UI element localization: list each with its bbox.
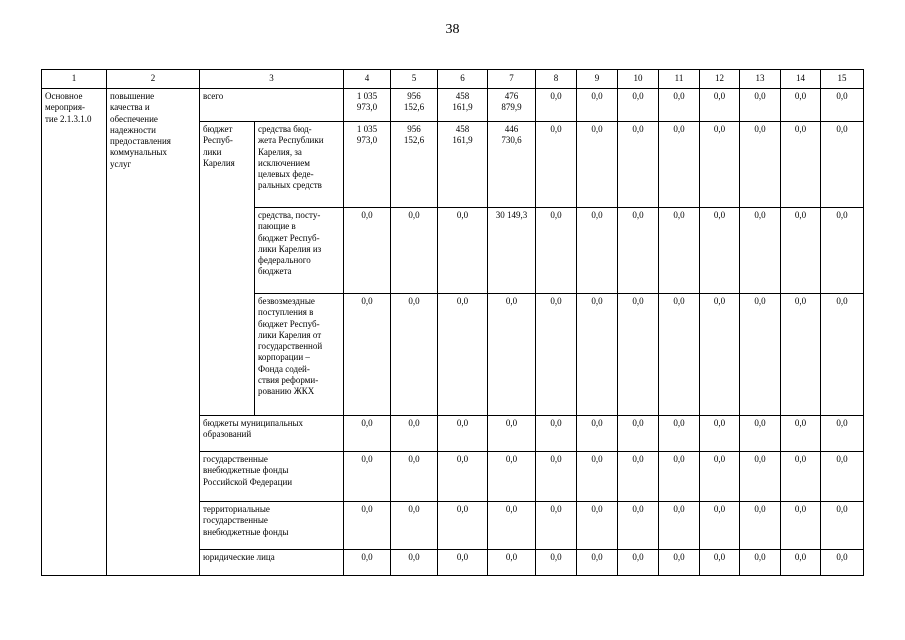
value-cell xyxy=(438,416,488,452)
value-cell-line: 0,0 xyxy=(794,552,807,562)
source-cell-line: целевых феде- xyxy=(258,169,314,179)
value-cell xyxy=(577,550,618,576)
value-cell-line: 446 xyxy=(504,124,519,134)
value-cell-line: 1 035 xyxy=(356,91,378,101)
value-cell xyxy=(618,550,659,576)
value-cell xyxy=(659,294,700,416)
source-cell xyxy=(200,550,344,576)
value-cell-line: 0,0 xyxy=(408,552,420,562)
value-cell xyxy=(781,294,821,416)
value-cell-line: 879,9 xyxy=(501,102,522,113)
source-cell-line: федерального xyxy=(258,255,311,265)
value-cell-line: 0,0 xyxy=(794,504,807,514)
value-cell-line: 0,0 xyxy=(673,210,685,220)
value-cell-line: 0,0 xyxy=(632,454,644,464)
value-cell-line: 0,0 xyxy=(361,296,373,306)
value-cell-line: 0,0 xyxy=(836,124,848,134)
value-cell xyxy=(740,550,781,576)
value-cell xyxy=(821,550,864,576)
value-cell-line: 0,0 xyxy=(794,210,807,220)
value-cell-line: 0,0 xyxy=(794,124,807,134)
header-cell: 12 xyxy=(700,70,740,89)
value-cell xyxy=(536,452,577,502)
value-cell xyxy=(659,416,700,452)
value-cell xyxy=(344,89,391,122)
value-cell xyxy=(659,452,700,502)
value-cell xyxy=(536,294,577,416)
value-cell xyxy=(438,502,488,550)
value-cell-line: 956 xyxy=(407,124,421,134)
value-cell-line: 0,0 xyxy=(550,210,562,220)
value-cell xyxy=(438,122,488,208)
value-cell xyxy=(577,502,618,550)
value-cell xyxy=(391,208,438,294)
header-cell: 2 xyxy=(107,70,200,89)
value-cell-line: 0,0 xyxy=(713,124,726,134)
value-cell-line: 0,0 xyxy=(794,418,807,428)
value-cell-line: 476 xyxy=(504,91,519,101)
value-cell xyxy=(438,89,488,122)
value-cell xyxy=(391,452,438,502)
value-cell-line: 0,0 xyxy=(713,296,726,306)
budget-table xyxy=(41,69,864,576)
value-cell-line: 730,6 xyxy=(501,135,522,146)
table-row xyxy=(42,89,864,122)
value-cell xyxy=(536,416,577,452)
value-cell xyxy=(536,550,577,576)
value-cell-line: 0,0 xyxy=(456,454,469,464)
value-cell xyxy=(700,550,740,576)
value-cell xyxy=(700,122,740,208)
value-cell-line: 161,9 xyxy=(452,102,473,113)
value-cell xyxy=(438,452,488,502)
source-cell-line: ствия реформи- xyxy=(258,374,319,385)
value-cell xyxy=(618,416,659,452)
header-cell: 9 xyxy=(577,70,618,89)
activity-goal-cell-line: надежности xyxy=(110,124,156,135)
header-cell: 15 xyxy=(821,70,864,89)
value-cell xyxy=(740,208,781,294)
activity-goal-cell-line: качества и xyxy=(110,102,150,113)
value-cell xyxy=(577,294,618,416)
value-cell xyxy=(344,502,391,550)
value-cell xyxy=(488,452,536,502)
value-cell xyxy=(536,89,577,122)
value-cell-line: 0,0 xyxy=(505,454,518,464)
source-cell-line: бюджеты муниципальных xyxy=(203,418,304,428)
value-cell-line: 0,0 xyxy=(408,504,420,514)
value-cell xyxy=(821,452,864,502)
value-cell xyxy=(618,452,659,502)
source-cell-line: пающие в xyxy=(258,221,296,232)
value-cell xyxy=(488,502,536,550)
value-cell-line: 0,0 xyxy=(361,504,373,514)
value-cell xyxy=(618,294,659,416)
value-cell-line: 0,0 xyxy=(632,296,644,306)
value-cell-line: 0,0 xyxy=(632,91,644,101)
source-cell-line: Российской Федерации xyxy=(203,476,293,487)
source-cell-line: исключением xyxy=(258,157,310,168)
value-cell xyxy=(821,294,864,416)
value-cell-line: 0,0 xyxy=(673,296,685,306)
source-cell-line: лики Карелия от xyxy=(258,329,322,340)
value-cell-line: 0,0 xyxy=(754,454,766,464)
value-cell xyxy=(781,208,821,294)
value-cell-line: 0,0 xyxy=(836,454,848,464)
value-cell-line: 0,0 xyxy=(361,454,373,464)
header-cell: 1 xyxy=(42,70,107,89)
value-cell-line: 0,0 xyxy=(713,552,726,562)
value-cell-line: 0,0 xyxy=(794,91,807,101)
activity-goal-cell xyxy=(107,89,200,576)
value-cell xyxy=(781,452,821,502)
header-cell: 7 xyxy=(488,70,536,89)
value-cell-line: 0,0 xyxy=(550,296,562,306)
value-cell-line: 973,0 xyxy=(356,135,378,146)
value-cell xyxy=(577,452,618,502)
source-cell-line: внебюджетные фонды xyxy=(203,465,289,476)
value-cell-line: 0,0 xyxy=(591,418,603,428)
value-cell-line: 0,0 xyxy=(673,91,685,101)
value-cell-line: 0,0 xyxy=(632,124,644,134)
value-cell xyxy=(740,294,781,416)
value-cell-line: 458 xyxy=(455,91,470,101)
header-cell: 14 xyxy=(781,70,821,89)
value-cell-line: 0,0 xyxy=(754,210,766,220)
value-cell-line: 0,0 xyxy=(673,124,685,134)
value-cell-line: 0,0 xyxy=(836,296,848,306)
source-cell-line: государственные xyxy=(203,515,268,526)
value-cell-line: 0,0 xyxy=(456,418,469,428)
value-cell-line: 0,0 xyxy=(673,454,685,464)
value-cell xyxy=(391,550,438,576)
value-cell xyxy=(821,208,864,294)
activity-goal-cell-line: предоставления xyxy=(110,136,171,146)
value-cell-line: 0,0 xyxy=(836,91,848,101)
value-cell-line: 152,6 xyxy=(403,102,425,113)
value-cell-line: 0,0 xyxy=(505,552,518,562)
value-cell xyxy=(659,122,700,208)
value-cell xyxy=(821,416,864,452)
value-cell-line: 0,0 xyxy=(713,210,726,220)
value-cell-line: 0,0 xyxy=(673,418,685,428)
value-cell-line: 0,0 xyxy=(673,504,685,514)
value-cell xyxy=(700,89,740,122)
value-cell-line: 0,0 xyxy=(591,91,603,101)
value-cell-line: 0,0 xyxy=(673,552,685,562)
value-cell xyxy=(781,89,821,122)
value-cell-line: 0,0 xyxy=(505,504,518,514)
value-cell-line: 0,0 xyxy=(456,210,469,220)
value-cell xyxy=(391,294,438,416)
value-cell xyxy=(438,294,488,416)
value-cell xyxy=(740,122,781,208)
activity-goal-cell-line: повышение xyxy=(110,91,155,101)
source-cell xyxy=(200,452,344,502)
value-cell xyxy=(618,208,659,294)
value-cell-line: 0,0 xyxy=(361,210,373,220)
source-cell xyxy=(200,416,344,452)
header-cell: 8 xyxy=(536,70,577,89)
source-cell-line: государственные xyxy=(203,454,268,464)
source-cell xyxy=(255,294,344,416)
source-cell-line: жета Республики xyxy=(258,135,324,146)
value-cell-line: 0,0 xyxy=(408,296,420,306)
source-cell-line: рованию ЖКХ xyxy=(258,386,315,396)
value-cell xyxy=(391,89,438,122)
source-cell-line: лики Карелия из xyxy=(258,243,322,254)
value-cell xyxy=(740,502,781,550)
source-cell-line: средства бюд- xyxy=(258,124,312,134)
source-cell xyxy=(255,208,344,294)
value-cell xyxy=(781,502,821,550)
value-cell xyxy=(438,550,488,576)
value-cell xyxy=(344,550,391,576)
value-cell xyxy=(700,294,740,416)
value-cell-line: 0,0 xyxy=(632,418,644,428)
source-cell-line: юридические лица xyxy=(203,552,275,562)
activity-goal-cell-line: коммунальных xyxy=(110,147,167,158)
source-cell-line: бюджета xyxy=(258,266,292,277)
value-cell-line: 152,6 xyxy=(403,135,425,146)
value-cell-line: 0,0 xyxy=(456,504,469,514)
value-cell xyxy=(488,208,536,294)
value-cell xyxy=(781,550,821,576)
value-cell-line: 0,0 xyxy=(591,504,603,514)
value-cell-line: 0,0 xyxy=(754,418,766,428)
source-cell-line: корпорации – xyxy=(258,352,310,363)
header-cell: 13 xyxy=(740,70,781,89)
header-cell: 5 xyxy=(391,70,438,89)
value-cell-line: 0,0 xyxy=(408,454,420,464)
value-cell xyxy=(700,208,740,294)
value-cell xyxy=(618,89,659,122)
value-cell xyxy=(577,416,618,452)
value-cell xyxy=(344,416,391,452)
value-cell-line: 0,0 xyxy=(632,552,644,562)
value-cell xyxy=(577,122,618,208)
value-cell xyxy=(740,452,781,502)
value-cell xyxy=(821,122,864,208)
value-cell xyxy=(700,502,740,550)
value-cell-line: 0,0 xyxy=(550,124,562,134)
value-cell xyxy=(700,416,740,452)
value-cell xyxy=(536,122,577,208)
value-cell xyxy=(781,416,821,452)
value-cell-line: 0,0 xyxy=(713,454,726,464)
activity-name-cell xyxy=(42,89,107,576)
budget-rk-label-cell-line: Карелия xyxy=(203,157,235,168)
value-cell xyxy=(536,208,577,294)
value-cell-line: 0,0 xyxy=(550,454,562,464)
value-cell-line: 0,0 xyxy=(754,91,766,101)
value-cell xyxy=(344,452,391,502)
value-cell-line: 0,0 xyxy=(550,504,562,514)
value-cell-line: 0,0 xyxy=(836,504,848,514)
value-cell xyxy=(344,122,391,208)
value-cell-line: 0,0 xyxy=(754,552,766,562)
value-cell xyxy=(391,416,438,452)
page-number: 38 xyxy=(445,22,460,37)
source-cell-line: территориальные xyxy=(203,504,270,514)
budget-rk-label-cell xyxy=(200,122,255,416)
header-cell: 3 xyxy=(200,70,344,89)
header-cell: 10 xyxy=(618,70,659,89)
header-row xyxy=(42,70,864,89)
value-cell-line: 0,0 xyxy=(836,418,848,428)
source-cell-line: бюджет Респуб- xyxy=(258,318,320,329)
value-cell-line: 0,0 xyxy=(550,552,562,562)
value-cell xyxy=(740,89,781,122)
source-cell-line: Фонда содей- xyxy=(258,363,310,374)
source-cell-line: образований xyxy=(203,429,252,440)
value-cell-line: 956 xyxy=(407,91,421,101)
value-cell-line: 0,0 xyxy=(456,296,469,306)
value-cell-line: 0,0 xyxy=(591,210,603,220)
value-cell xyxy=(659,208,700,294)
value-cell xyxy=(781,122,821,208)
source-cell-line: Карелия, за xyxy=(258,146,302,157)
source-cell-line: ральных средств xyxy=(258,180,322,191)
value-cell-line: 30 149,3 xyxy=(495,210,528,220)
source-cell xyxy=(255,122,344,208)
value-cell-line: 0,0 xyxy=(754,124,766,134)
budget-rk-label-cell-line: лики xyxy=(203,146,222,157)
value-cell-line: 0,0 xyxy=(591,124,603,134)
value-cell-line: 0,0 xyxy=(591,552,603,562)
value-cell xyxy=(488,550,536,576)
budget-rk-label-cell-line: бюджет xyxy=(203,124,233,134)
value-cell-line: 0,0 xyxy=(836,210,848,220)
value-cell-line: 0,0 xyxy=(408,210,420,220)
budget-rk-label-cell-line: Респуб- xyxy=(203,135,233,146)
value-cell xyxy=(344,208,391,294)
value-cell xyxy=(438,208,488,294)
value-cell xyxy=(700,452,740,502)
source-cell-line: безвозмездные xyxy=(258,296,315,306)
source-cell-line: государственной xyxy=(258,341,323,351)
value-cell xyxy=(488,416,536,452)
value-cell-line: 0,0 xyxy=(505,418,518,428)
header-cell: 11 xyxy=(659,70,700,89)
value-cell-line: 0,0 xyxy=(361,418,373,428)
source-cell xyxy=(200,89,344,122)
value-cell-line: 973,0 xyxy=(356,102,378,113)
activity-goal-cell-line: услуг xyxy=(110,158,132,169)
value-cell xyxy=(659,89,700,122)
source-cell-line: поступления в xyxy=(258,307,314,318)
source-cell xyxy=(200,502,344,550)
value-cell-line: 0,0 xyxy=(550,418,562,428)
value-cell xyxy=(821,502,864,550)
value-cell xyxy=(344,294,391,416)
value-cell-line: 1 035 xyxy=(356,124,378,134)
value-cell xyxy=(659,502,700,550)
value-cell xyxy=(577,208,618,294)
activity-name-cell-line: мероприя- xyxy=(45,102,85,113)
value-cell xyxy=(488,294,536,416)
value-cell xyxy=(659,550,700,576)
value-cell-line: 0,0 xyxy=(632,504,644,514)
value-cell xyxy=(391,122,438,208)
source-cell-line: внебюджетные фонды xyxy=(203,526,289,537)
value-cell-line: 0,0 xyxy=(591,454,603,464)
value-cell xyxy=(577,89,618,122)
activity-name-cell-line: Основное xyxy=(45,91,83,101)
value-cell-line: 0,0 xyxy=(794,454,807,464)
header-cell: 6 xyxy=(438,70,488,89)
value-cell xyxy=(488,89,536,122)
value-cell xyxy=(821,89,864,122)
value-cell-line: 0,0 xyxy=(713,504,726,514)
value-cell-line: 0,0 xyxy=(754,296,766,306)
source-cell-line: средства, посту- xyxy=(258,210,321,220)
value-cell-line: 0,0 xyxy=(550,91,562,101)
activity-goal-cell-line: обеспечение xyxy=(110,113,158,124)
value-cell xyxy=(618,122,659,208)
value-cell xyxy=(391,502,438,550)
header-cell: 4 xyxy=(344,70,391,89)
value-cell-line: 0,0 xyxy=(632,210,644,220)
value-cell-line: 0,0 xyxy=(836,552,848,562)
value-cell xyxy=(536,502,577,550)
value-cell-line: 0,0 xyxy=(591,296,603,306)
source-cell-line: бюджет Респуб- xyxy=(258,232,320,243)
value-cell-line: 0,0 xyxy=(505,296,518,306)
source-cell-line: всего xyxy=(203,91,224,101)
value-cell-line: 0,0 xyxy=(754,504,766,514)
value-cell xyxy=(488,122,536,208)
value-cell-line: 458 xyxy=(455,124,470,134)
value-cell-line: 0,0 xyxy=(408,418,420,428)
value-cell xyxy=(740,416,781,452)
value-cell-line: 0,0 xyxy=(361,552,373,562)
value-cell-line: 161,9 xyxy=(452,135,473,146)
activity-name-cell-line: тие 2.1.3.1.0 xyxy=(45,113,92,124)
value-cell-line: 0,0 xyxy=(713,91,726,101)
value-cell-line: 0,0 xyxy=(794,296,807,306)
value-cell-line: 0,0 xyxy=(713,418,726,428)
value-cell xyxy=(618,502,659,550)
value-cell-line: 0,0 xyxy=(456,552,469,562)
